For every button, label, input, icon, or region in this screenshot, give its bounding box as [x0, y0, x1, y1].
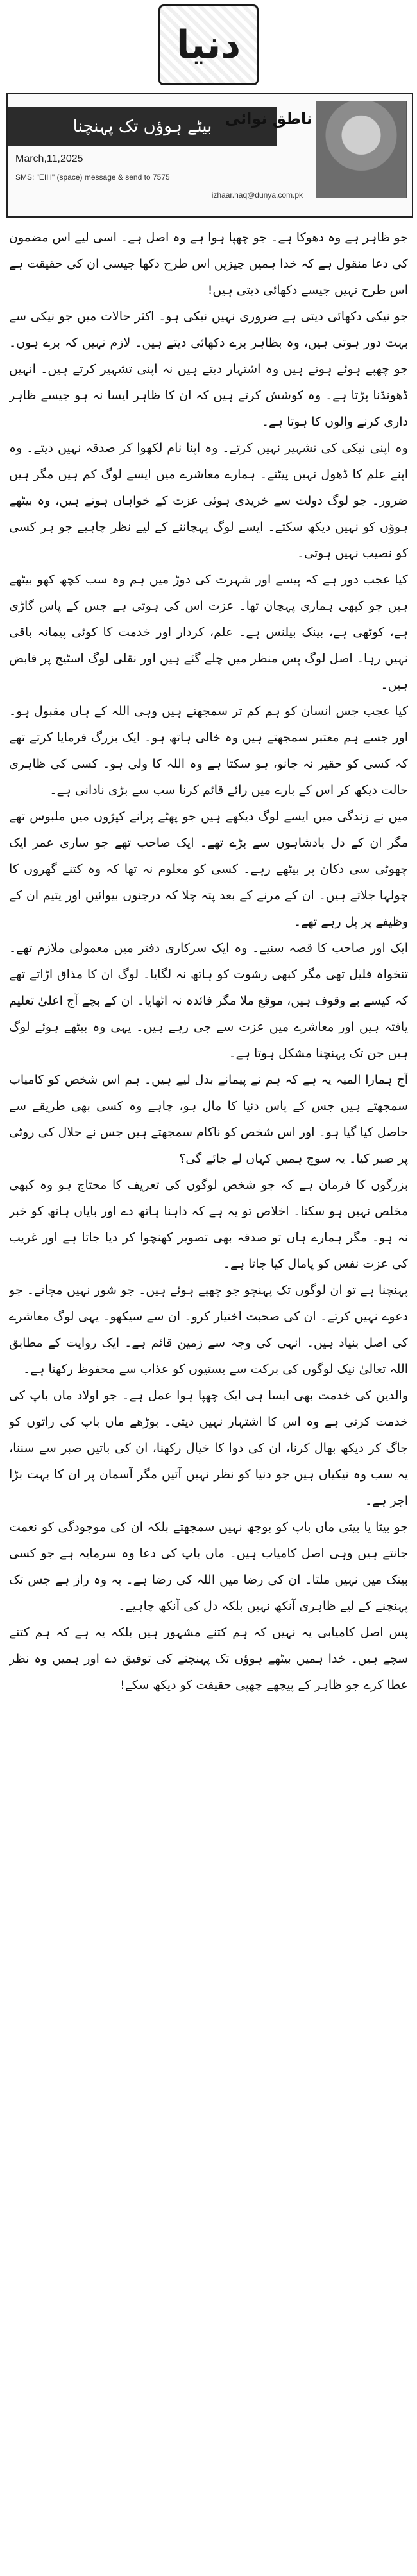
column-title: بیٹے ہوؤں تک پہنچنا: [72, 117, 212, 136]
paragraph: جو نیکی دکھائی دیتی ہے ضروری نہیں نیکی ہو۔ اکثر حالات میں جو نیکی سے بہت دور ہوتی ہیں، وہ بظاہر برے دکھائی دیتے ہیں۔ لازم نہیں کہ برے ہوں۔ جو چھپے ہوئے ہوتے ہیں وہ اشتہار دیتے ہیں نہ اپنی تشہیر کرتے ہیں۔ انہیں ڈھونڈنا پڑتا ہے۔ وہ کوشش کرتے ہیں کہ ان کا ظاہر ایسا نہ ہو جیسے ظاہر داری کرنے والوں کا ہوتا ہے۔: [9, 309, 408, 429]
column-date: March,11,2025: [15, 153, 83, 164]
masthead: [0, 0, 417, 90]
paragraph: کیا عجب جس انسان کو ہم کم تر سمجھتے ہیں وہی اللہ کے ہاں مقبول ہو۔ اور جسے ہم معتبر سمجھتے ہیں وہ خالی ہاتھ ہو۔ ایک بزرگ فرمایا کرتے تھے کہ کسی کو حقیر نہ جانو، ہو سکتا ہے وہ اللہ کا ولی ہو۔ کسی کی ظاہری حالت دیکھ کر اس کے بارے میں رائے قائم کرنا سب سے بڑی نادانی ہے۔: [9, 704, 408, 797]
article-body: [9, 225, 408, 2561]
paragraph: والدین کی خدمت بھی ایسا ہی ایک چھپا ہوا عمل ہے۔ جو اولاد ماں باپ کی خدمت کرتی ہے وہ اس کا اشتہار نہیں دیتی۔ بوڑھے ماں باپ کی راتوں کو جاگ کر دیکھ بھال کرنا، ان کی دوا کا خیال رکھنا، ان کی باتیں صبر سے سننا، یہ سب وہ نیکیاں ہیں جو دنیا کو نظر نہیں آتیں مگر آسمان پر ان کا بہت بڑا اجر ہے۔: [9, 1388, 408, 1508]
paragraph: بزرگوں کا فرمان ہے کہ جو شخص لوگوں کی تعریف کا محتاج ہو وہ کبھی مخلص نہیں ہو سکتا۔ اخلاص تو یہ ہے کہ داہنا ہاتھ دے اور بایاں ہاتھ کو خبر نہ ہو۔ مگر ہمارے ہاں تو صدقہ بھی تصویر کھنچوا کر دیا جاتا ہے اور غریب کی عزت نفس کو پامال کیا جاتا ہے۔: [9, 1178, 408, 1271]
logo-text: دنیا: [176, 22, 241, 67]
paragraph: آج ہمارا المیہ یہ ہے کہ ہم نے پیمانے بدل لیے ہیں۔ ہم اس شخص کو کامیاب سمجھتے ہیں جس کے پاس دنیا کا مال ہو، چاہے وہ کسی بھی طریقے سے حاصل کیا گیا ہو۔ اور اس شخص کو ناکام سمجھتے ہیں جس نے حلال کی روٹی پر صبر کیا۔ یہ سوچ ہمیں کہاں لے جائے گی؟: [9, 1073, 408, 1166]
author-email: izhaar.haq@dunya.com.pk: [211, 191, 303, 200]
paragraph: پہنچنا ہے تو ان لوگوں تک پہنچو جو چھپے ہوئے ہیں۔ جو شور نہیں مچاتے۔ جو دعوے نہیں کرتے۔ ان کی صحبت اختیار کرو۔ ان سے سیکھو۔ یہی لوگ معاشرے کی اصل بنیاد ہیں۔ انہی کی وجہ سے زمین قائم ہے۔ ایک روایت کے مطابق اللہ تعالیٰ نیک لوگوں کی برکت سے بستیوں کو عذاب سے محفوظ رکھتا ہے۔: [9, 1283, 408, 1376]
paragraph: جو بیٹا یا بیٹی ماں باپ کو بوجھ نہیں سمجھتے بلکہ ان کی موجودگی کو نعمت جانتے ہیں وہی اصل کامیاب ہیں۔ ماں باپ کی دعا وہ سرمایہ ہے جو کسی بینک میں نہیں ملتا۔ ان کی رضا میں اللہ کی رضا ہے۔ یہ وہ راز ہے جس تک پہنچنے کے لیے ظاہری آنکھ نہیں بلکہ دل کی آنکھ چاہیے۔: [9, 1520, 408, 1613]
column-header: [6, 93, 413, 218]
paragraph: میں نے زندگی میں ایسے لوگ دیکھے ہیں جو پھٹے پرانے کپڑوں میں ملبوس تھے مگر ان کے دل بادشاہوں سے بڑے تھے۔ ایک صاحب تھے جو ساری عمر ایک چھوٹی سی دکان پر بیٹھے رہے۔ کسی کو معلوم نہ تھا کہ وہ کتنے گھروں کا چولہا جلاتے ہیں۔ ان کے مرنے کے بعد پتہ چلا کہ درجنوں بیوائیں اور یتیم ان کے وظیفے پر پل رہے تھے۔: [9, 809, 408, 929]
paragraph: ایک اور صاحب کا قصہ سنیے۔ وہ ایک سرکاری دفتر میں معمولی ملازم تھے۔ تنخواہ قلیل تھی مگر کبھی رشوت کو ہاتھ نہ لگایا۔ لوگ ان کا مذاق اڑاتے تھے کہ کیسے بے وقوف ہیں، موقع ملا مگر فائدہ نہ اٹھایا۔ ان کے بچے آج اعلیٰ تعلیم یافتہ ہیں اور معاشرے میں عزت سے جی رہے ہیں۔ یہی وہ بیٹھے ہوئے لوگ ہیں جن تک پہنچنا مشکل ہوتا ہے۔: [9, 941, 408, 1060]
author-name: ناطق نوائی: [225, 110, 312, 128]
newspaper-logo: [158, 4, 259, 85]
author-photo: [316, 101, 407, 198]
paragraph: جو ظاہر ہے وہ دھوکا ہے۔ جو چھپا ہوا ہے وہ اصل ہے۔ اسی لیے اس مضمون کی دعا منقول ہے کہ خدا ہمیں چیزیں اس طرح دکھا جیسی ان کی حقیقت ہے اس طرح نہیں جیسے دکھائی دیتی ہیں!: [9, 230, 408, 297]
sms-instruction: SMS: "EIH" (space) message & send to 7575: [15, 173, 170, 182]
paragraph: وہ اپنی نیکی کی تشہیر نہیں کرتے۔ وہ اپنا نام لکھوا کر صدقہ نہیں دیتے۔ وہ اپنے علم کا ڈھول نہیں پیٹتے۔ ہمارے معاشرے میں ایسے لوگ کم ہیں مگر ہیں ضرور۔ جو لوگ دولت سے خریدی ہوئی عزت کے خواہاں ہوتے ہیں، وہ بیٹھے ہوؤں کو نہیں دیکھ سکتے۔ ایسے لوگ پہچاننے کے لیے نظر چاہیے جو ہر کسی کو نصیب نہیں ہوتی۔: [9, 441, 408, 560]
paragraph: پس اصل کامیابی یہ نہیں کہ ہم کتنے مشہور ہیں بلکہ یہ ہے کہ ہم کتنے سچے ہیں۔ خدا ہمیں بیٹھے ہوؤں تک پہنچنے کی توفیق دے اور ہمیں وہ نظر عطا کرے جو ظاہر کے پیچھے چھپی حقیقت کو دیکھ سکے!: [9, 1625, 408, 1692]
paragraph: کیا عجب دور ہے کہ پیسے اور شہرت کی دوڑ میں ہم وہ سب کچھ کھو بیٹھے ہیں جو کبھی ہماری پہچان تھا۔ عزت اس کی ہوتی ہے جس کے پاس گاڑی ہے، کوٹھی ہے، بینک بیلنس ہے۔ علم، کردار اور خدمت کا کوئی پیمانہ باقی نہیں رہا۔ اصل لوگ پس منظر میں چلے گئے ہیں اور نقلی لوگ اسٹیج پر قابض ہیں۔: [9, 573, 408, 692]
